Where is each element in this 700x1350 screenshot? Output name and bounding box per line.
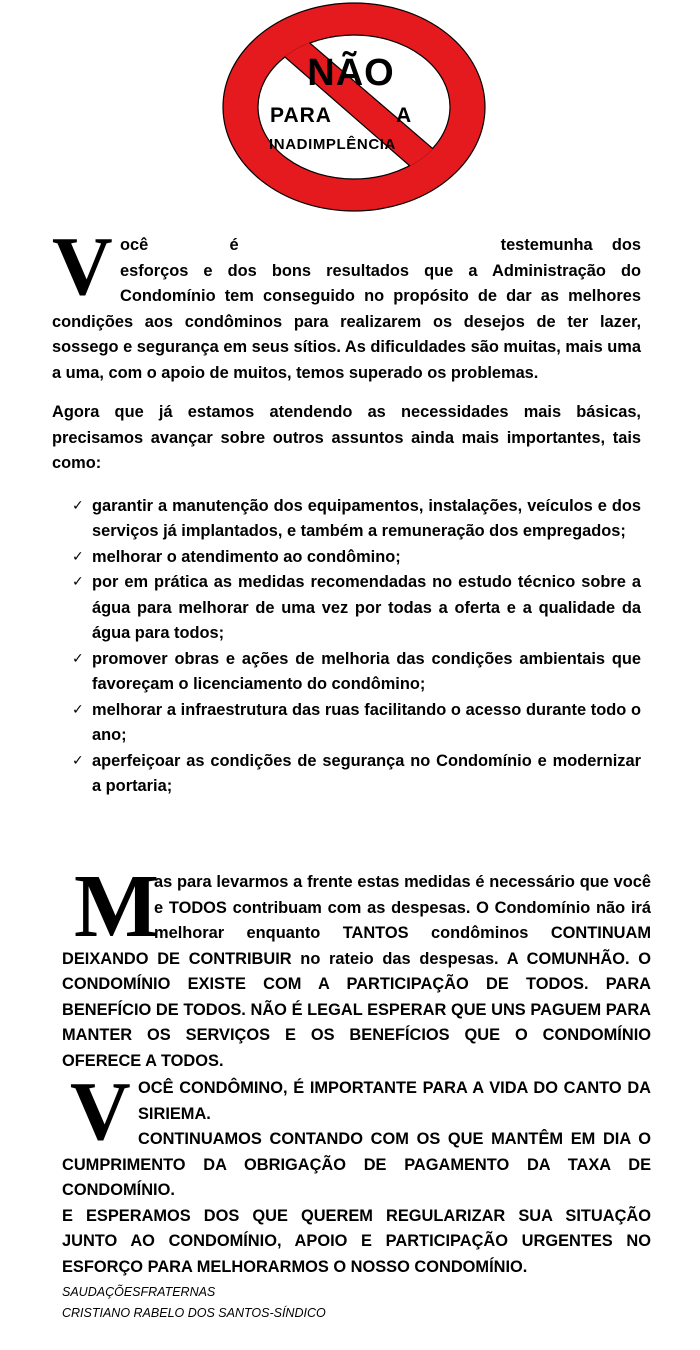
dropcap-m: M (74, 857, 159, 956)
contribution-text: as para levarmos a frente estas medidas é necessário que você e TODOS contribuam com as despesas. O Condomínio não irá melhorar enquanto TANTOS condôminos CONTINUAM DEIXANDO DE CONTRIBUIR no rateio das despesas. A COMUNHÃO. O CONDOMÍNIO EXISTE COM A PARTICIPAÇÃO DE TODOS. PARA BENEFÍCIO DE TODOS. NÃO É LEGAL ESPERAR QUE UNS PAGUEM PARA MANTER OS SERVIÇOS E OS BENEFÍCIOS QUE O CONDOMÍNIO OFERECE A TODOS. (62, 873, 651, 1070)
check-icon: ✓ (72, 752, 84, 769)
priorities-list (52, 494, 641, 800)
check-icon: ✓ (72, 497, 84, 514)
intro-line1-start: ocê é (120, 236, 239, 254)
list-item: ✓ melhorar o atendimento ao condômino; (72, 545, 641, 571)
check-icon: ✓ (72, 701, 84, 718)
letter-body (52, 220, 641, 800)
dropcap-v2: V (70, 1065, 131, 1158)
no-sign-icon (220, 0, 500, 215)
contribution-paragraph (62, 857, 651, 1074)
needs-paragraph: Agora que já estamos atendendo as necessidades mais básicas, precisamos avançar sobre outros assuntos ainda mais importantes, tais como: (52, 403, 641, 472)
sign-a: A (396, 104, 412, 127)
check-icon: ✓ (72, 548, 84, 565)
intro-text: dos esforços e dos bons resultados que a Administração do Condomínio tem conseguido no propósito de dar as melhores condições aos condôminos para realizarem os desejos de ter lazer, sossego e segurança em seus sítios. As dificuldades são muitas, mais uma a uma, com o apoio de muitos, temos superado os problemas. (52, 236, 641, 382)
dropcap-v: V (52, 220, 113, 313)
check-icon: ✓ (72, 574, 84, 590)
list-item: ✓ garantir a manutenção dos equipamentos, instalações, veículos e dos serviços já implantados, e também a remuneração dos empregados; (72, 494, 641, 545)
appeal-section (62, 857, 651, 1280)
prohibition-sign (220, 0, 500, 215)
sign-title: NÃO (307, 52, 395, 94)
list-item: ✓ aperfeiçoar as condições de segurança no Condomínio e modernizar a portaria; (72, 749, 641, 800)
closing-block (62, 1282, 326, 1324)
condomino-line1: OCÊ CONDÔMINO, É IMPORTANTE PARA A VIDA DO CANTO DA SIRIEMA. (138, 1079, 651, 1123)
condomino-line3: E ESPERAMOS DOS QUE QUEREM REGULARIZAR SUA SITUAÇÃO JUNTO AO CONDOMÍNIO, APOIO E PARTICIPAÇÃO URGENTES NO ESFORÇO PARA MELHORARMOS O NOSSO CONDOMÍNIO. (62, 1206, 651, 1276)
salutation: SAUDAÇÕESFRATERNAS (62, 1285, 216, 1299)
signature: CRISTIANO RABELO DOS SANTOS-SÍNDICO (62, 1306, 326, 1320)
list-item: ✓ por em prática as medidas recomendadas no estudo técnico sobre a água para melhorar de uma vez por todas a oferta e a qualidade da água para todos; (72, 570, 641, 647)
list-item: ✓ melhorar a infraestrutura das ruas facilitando o acesso durante todo o ano; (72, 698, 641, 749)
intro-line1-end: testemunha (500, 236, 593, 254)
condomino-paragraph (62, 1065, 651, 1280)
check-icon: ✓ (72, 650, 84, 667)
condomino-line2: CONTINUAMOS CONTANDO COM OS QUE MANTÊM EM DIA O CUMPRIMENTO DA OBRIGAÇÃO DE PAGAMENTO DA TAXA DE CONDOMÍNIO. (62, 1130, 651, 1199)
sign-para: PARA (270, 104, 332, 127)
list-item: ✓ promover obras e ações de melhoria das condições ambientais que favoreçam o licenciamento do condômino; (72, 647, 641, 698)
intro-paragraph (52, 220, 641, 386)
sign-inadimplencia: INADIMPLÊNCIA (269, 136, 396, 153)
